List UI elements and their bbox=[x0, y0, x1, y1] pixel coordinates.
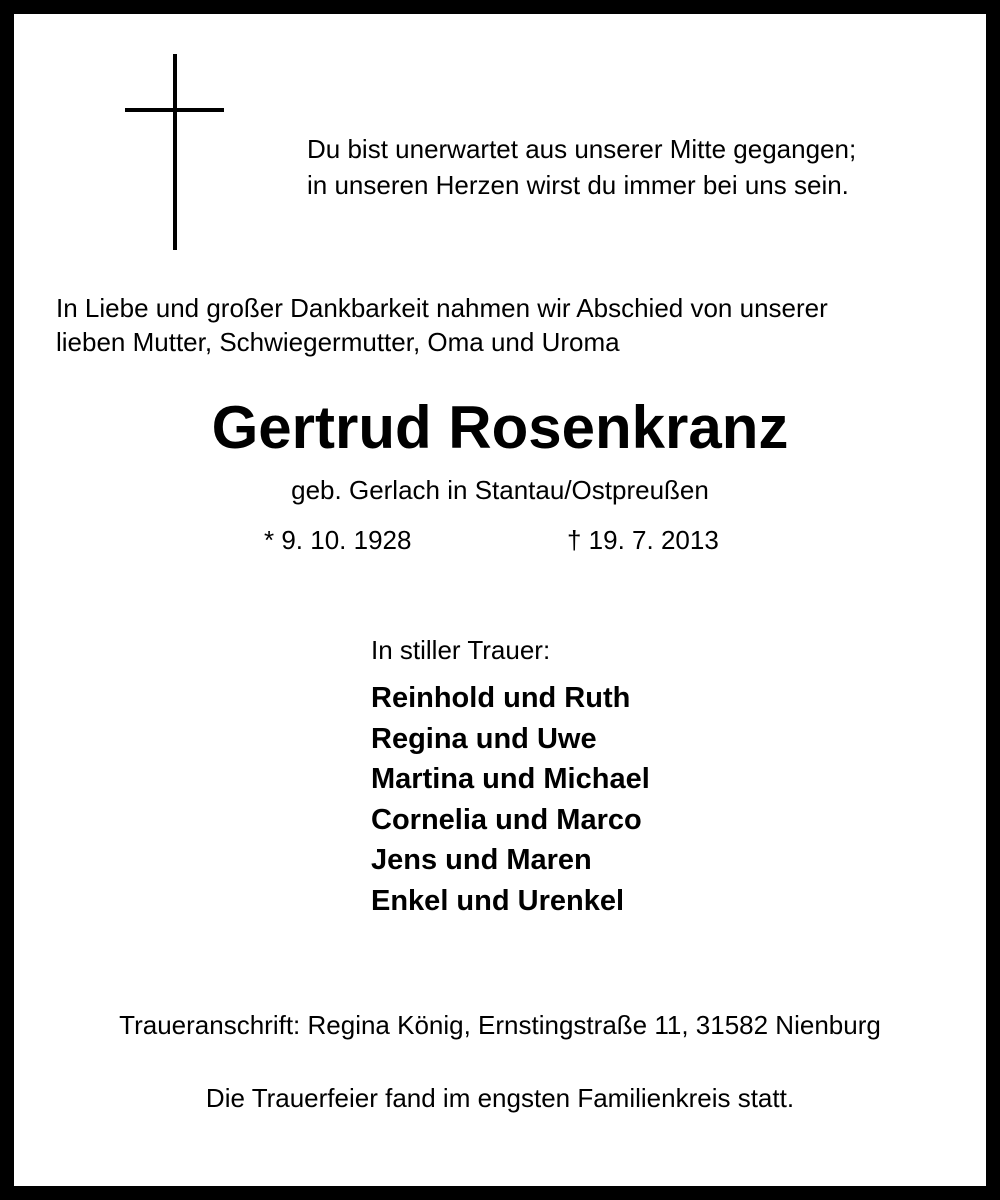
mourning-address: Traueranschrift: Regina König, Ernstingstraße 11, 31582 Nienburg bbox=[119, 1010, 881, 1040]
cross-vertical-bar bbox=[173, 54, 177, 250]
mourner-item: Reinhold und Ruth bbox=[371, 682, 631, 714]
birth-date: * 9. 10. 1928 bbox=[264, 525, 412, 555]
mourner-item: Cornelia und Marco bbox=[371, 803, 642, 836]
motto-text: Du bist unerwartet aus unserer Mitte gegangen; in unseren Herzen wirst du immer bei uns sein. bbox=[307, 134, 857, 200]
ceremony-note: Die Trauerfeier fand im engsten Familienkreis statt. bbox=[205, 1083, 795, 1113]
mourners-list bbox=[371, 678, 650, 921]
mourners-label: In stiller Trauer: bbox=[371, 635, 551, 665]
mourner-item: Enkel und Urenkel bbox=[371, 884, 625, 917]
cross-horizontal-bar bbox=[125, 108, 224, 112]
mourner-item: Regina und Uwe bbox=[371, 722, 597, 755]
mourner-item: Martina und Michael bbox=[371, 763, 650, 795]
mourner-item: Jens und Maren bbox=[371, 844, 592, 876]
obituary-card bbox=[14, 14, 986, 1186]
intro-text: In Liebe und großer Dankbarkeit nahmen wir Abschied von unserer lieben Mutter, Schwiegermutter, Oma und Uroma bbox=[56, 293, 828, 357]
death-date: † 19. 7. 2013 bbox=[567, 525, 719, 555]
deceased-name: Gertrud Rosenkranz bbox=[211, 394, 789, 461]
birth-name: geb. Gerlach in Stantau/Ostpreußen bbox=[291, 475, 709, 505]
